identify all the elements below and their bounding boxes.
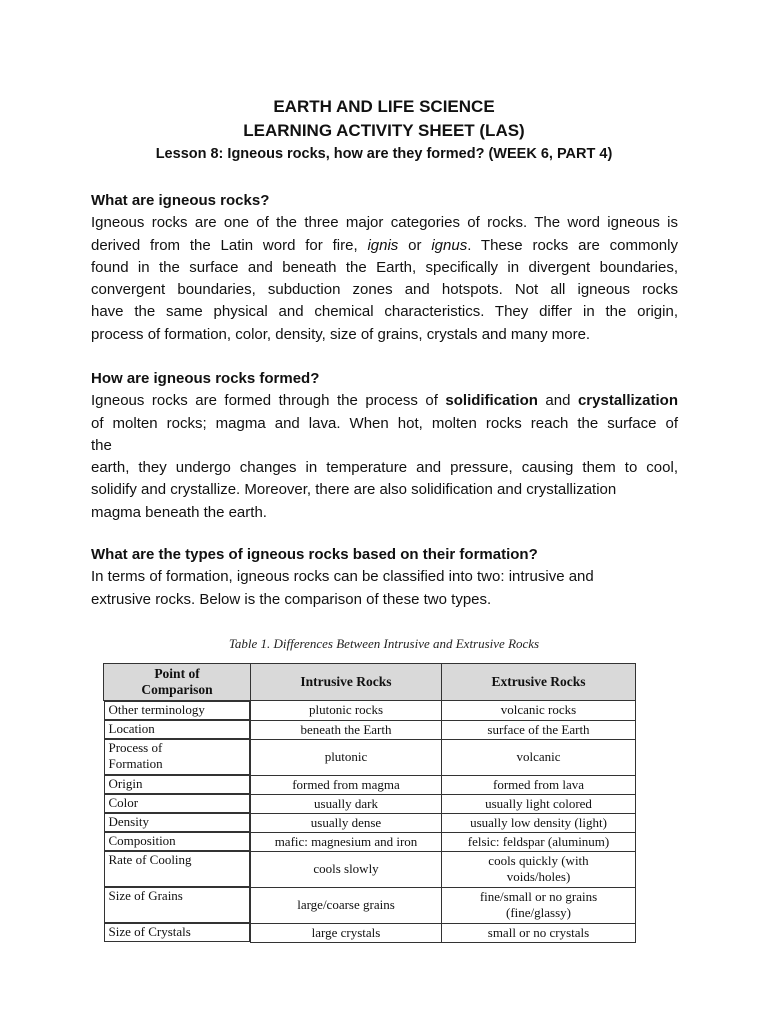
paragraph-line: convergent boundaries, subduction zones and hotspots. Not all igneous rocks xyxy=(91,281,678,299)
paragraph-line: solidify and crystallize. Moreover, there are also solidification and crystallization xyxy=(91,481,617,499)
table-cell: cools quickly (with voids/holes) xyxy=(442,851,636,887)
text-run: . These rocks are commonly xyxy=(467,236,678,254)
table-caption: Table 1. Differences Between Intrusive and Extrusive Rocks xyxy=(228,636,540,651)
table-cell: Size of Crystals xyxy=(104,923,251,942)
section-paragraph xyxy=(91,390,678,524)
table-cell: Size of Grains xyxy=(104,887,251,923)
table-cell: Composition xyxy=(104,832,251,851)
table-row xyxy=(104,851,636,887)
table-row xyxy=(104,701,636,721)
table-row xyxy=(104,923,636,942)
table-cell: small or no crystals xyxy=(442,923,636,942)
table-cell: plutonic xyxy=(251,739,442,775)
paragraph-line: magma beneath the earth. xyxy=(91,503,267,521)
table-row xyxy=(104,887,636,923)
table-row xyxy=(104,794,636,813)
column-header: Extrusive Rocks xyxy=(442,664,636,701)
paragraph-line: the xyxy=(91,436,112,454)
key-term: crystallization xyxy=(577,392,678,410)
table-cell: volcanic xyxy=(442,739,636,775)
document-header xyxy=(0,95,768,165)
table-cell: Other terminology xyxy=(104,701,251,720)
section-what-are-igneous-rocks xyxy=(91,190,678,346)
paragraph-line: In terms of formation, igneous rocks can be classified into two: intrusive and xyxy=(91,568,594,586)
paragraph-line: have the same physical and chemical characteristics. They differ in the origin, xyxy=(91,303,678,321)
latin-term: ignus xyxy=(431,236,468,254)
table-cell: Origin xyxy=(104,775,251,794)
text-run: or xyxy=(398,236,432,254)
table-row xyxy=(104,832,636,851)
paragraph-line: extrusive rocks. Below is the comparison of these two types. xyxy=(91,590,492,608)
table-cell: plutonic rocks xyxy=(251,701,442,721)
sheet-title: LEARNING ACTIVITY SHEET (LAS) xyxy=(243,121,525,140)
section-paragraph xyxy=(91,566,678,611)
table-cell: mafic: magnesium and iron xyxy=(251,832,442,851)
paragraph-line: earth, they undergo changes in temperature and pressure, causing them to cool, xyxy=(91,459,678,477)
paragraph-line: process of formation, color, density, size of grains, crystals and many more. xyxy=(91,325,591,343)
table-cell: cools slowly xyxy=(251,851,442,887)
text-run: derived from the Latin word for fire, xyxy=(91,236,368,254)
table-cell: usually light colored xyxy=(442,794,636,813)
column-header: Point of Comparison xyxy=(104,664,251,701)
section-heading: How are igneous rocks formed? xyxy=(91,370,320,387)
table-row xyxy=(104,813,636,832)
section-how-are-igneous-rocks-formed xyxy=(91,368,678,524)
paragraph-line: Igneous rocks are one of the three major categories of rocks. The word igneous is xyxy=(91,214,678,232)
text-run: and xyxy=(537,392,578,410)
table-row xyxy=(104,739,636,775)
table-cell: large crystals xyxy=(251,923,442,942)
table-cell: large/coarse grains xyxy=(251,887,442,923)
table-cell: beneath the Earth xyxy=(251,720,442,739)
table-cell: fine/small or no grains (fine/glassy) xyxy=(442,887,636,923)
table-cell: Density xyxy=(104,813,251,832)
latin-term: ignis xyxy=(367,236,399,254)
text-run: Igneous rocks are formed through the process of xyxy=(91,392,446,410)
column-header: Intrusive Rocks xyxy=(251,664,442,701)
table-cell: usually dense xyxy=(251,813,442,832)
lesson-title: Lesson 8: Igneous rocks, how are they formed? (WEEK 6, PART 4) xyxy=(155,146,613,162)
section-types-of-igneous-rocks xyxy=(91,544,678,611)
section-heading: What are the types of igneous rocks based on their formation? xyxy=(91,546,538,563)
table-cell: felsic: feldspar (aluminum) xyxy=(442,832,636,851)
paragraph-line: found in the surface and beneath the Earth, specifically in divergent boundaries, xyxy=(91,258,678,276)
table-row xyxy=(104,775,636,794)
paragraph-line xyxy=(91,390,678,412)
paragraph-line: of molten rocks; magma and lava. When hot, molten rocks reach the surface of xyxy=(91,414,678,432)
key-term: solidification xyxy=(445,392,538,410)
table-cell: Rate of Cooling xyxy=(104,851,251,887)
table-cell: Color xyxy=(104,794,251,813)
table-cell: Location xyxy=(104,720,251,739)
table-cell: Process of Formation xyxy=(104,739,251,775)
table-cell: formed from lava xyxy=(442,775,636,794)
table-cell: usually dark xyxy=(251,794,442,813)
section-heading: What are igneous rocks? xyxy=(91,192,270,209)
table-cell: surface of the Earth xyxy=(442,720,636,739)
table-row xyxy=(104,720,636,739)
table-cell: usually low density (light) xyxy=(442,813,636,832)
section-paragraph xyxy=(91,212,678,346)
table-cell: volcanic rocks xyxy=(442,701,636,721)
table-header-row xyxy=(104,664,636,701)
comparison-table xyxy=(103,663,636,943)
paragraph-line xyxy=(91,235,678,257)
table-cell: formed from magma xyxy=(251,775,442,794)
subject-title: EARTH AND LIFE SCIENCE xyxy=(273,97,495,116)
